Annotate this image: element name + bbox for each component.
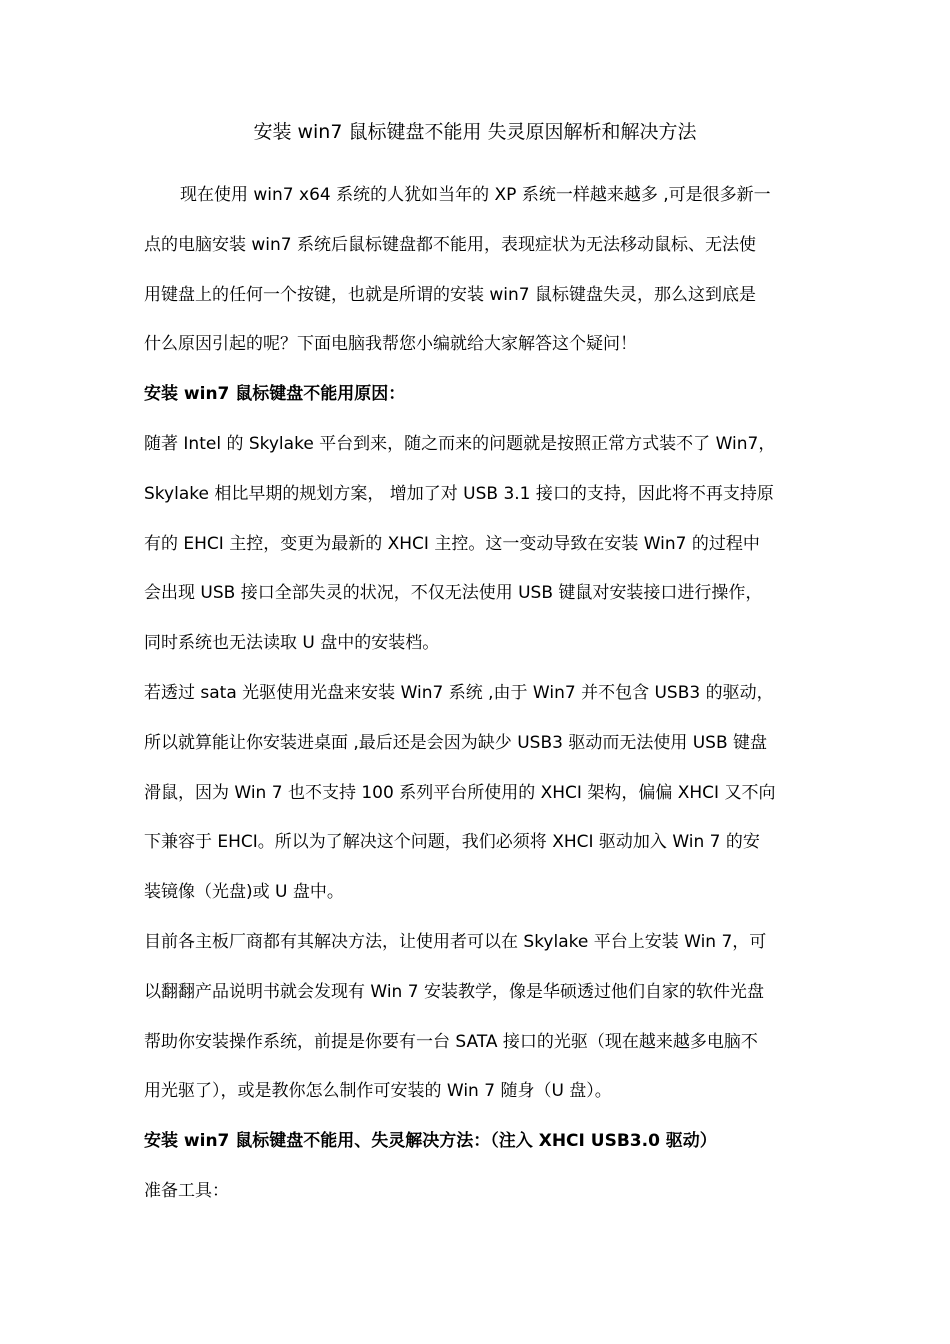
document-title: 安装 win7 鼠标键盘不能用 失灵原因解析和解决方法	[253, 121, 697, 143]
text-line: 随著 Intel 的 Skylake 平台到来，随之而来的问题就是按照正常方式装不了 Win7，	[144, 433, 776, 454]
text-line: 以翻翻产品说明书就会发现有 Win 7 安装教学，像是华硕透过他们自家的软件光盘	[144, 981, 764, 1002]
text-line: 现在使用 win7 x64 系统的人犹如当年的 XP 系统一样越来越多 ,可是很多新一	[180, 185, 771, 205]
text-line: 装镜像（光盘)或 U 盘中。	[144, 882, 344, 903]
section-heading-cause	[144, 370, 812, 420]
text-line: 会出现 USB 接口全部失灵的状况，不仅无法使用 USB 键鼠对安装接口进行操作，	[144, 583, 763, 604]
cause-paragraph-1	[144, 420, 812, 669]
intro-paragraph	[144, 171, 812, 370]
text-line: 滑鼠，因为 Win 7 也不支持 100 系列平台所使用的 XHCI 架构，偏偏 XHCI 又不向	[144, 782, 776, 803]
heading-text: 安装 win7 鼠标键盘不能用原因：	[144, 384, 406, 405]
text-line: 用光驱了），或是教你怎么制作可安装的 Win 7 随身（U 盘）。	[144, 1081, 612, 1102]
cause-paragraph-3	[144, 918, 812, 1117]
text-line: 下兼容于 EHCI。所以为了解决这个问题，我们必须将 XHCI 驱动加入 Win 7 的安	[144, 832, 760, 853]
cause-paragraph-2	[144, 669, 812, 918]
text-line: 帮助你安装操作系统，前提是你要有一台 SATA 接口的光驱（现在越来越多电脑不	[144, 1031, 758, 1052]
text-line: 目前各主板厂商都有其解决方法，让使用者可以在 Skylake 平台上安装 Win 7，可	[144, 931, 767, 952]
section-heading-solution	[144, 1117, 812, 1167]
document-body	[144, 171, 812, 1217]
heading-text: 安装 win7 鼠标键盘不能用、失灵解决方法：（注入 XHCI USB3.0 驱动）	[144, 1131, 717, 1152]
text-line: 准备工具：	[144, 1180, 229, 1201]
text-line: 若透过 sata 光驱使用光盘来安装 Win7 系统 ,由于 Win7 并不包含 USB3 的驱动，	[144, 682, 774, 703]
text-line: 所以就算能让你安装进桌面 ,最后还是会因为缺少 USB3 驱动而无法使用 USB 键盘	[144, 732, 768, 753]
text-line: 点的电脑安装 win7 系统后鼠标键盘都不能用，表现症状为无法移动鼠标、无法使	[144, 234, 757, 255]
text-line: 什么原因引起的呢？下面电脑我帮您小编就给大家解答这个疑问！	[144, 334, 637, 355]
text-line: 用键盘上的任何一个按键，也就是所谓的安装 win7 鼠标键盘失灵，那么这到底是	[144, 284, 757, 305]
text-line: 有的 EHCI 主控，变更为最新的 XHCI 主控。这一变动导致在安装 Win7 的过程中	[144, 533, 760, 554]
text-line: 同时系统也无法读取 U 盘中的安装档。	[144, 633, 440, 654]
text-line: Skylake 相比早期的规划方案， 增加了对 USB 3.1 接口的支持，因此将不再支持原	[144, 483, 774, 504]
tools-label	[144, 1167, 812, 1217]
